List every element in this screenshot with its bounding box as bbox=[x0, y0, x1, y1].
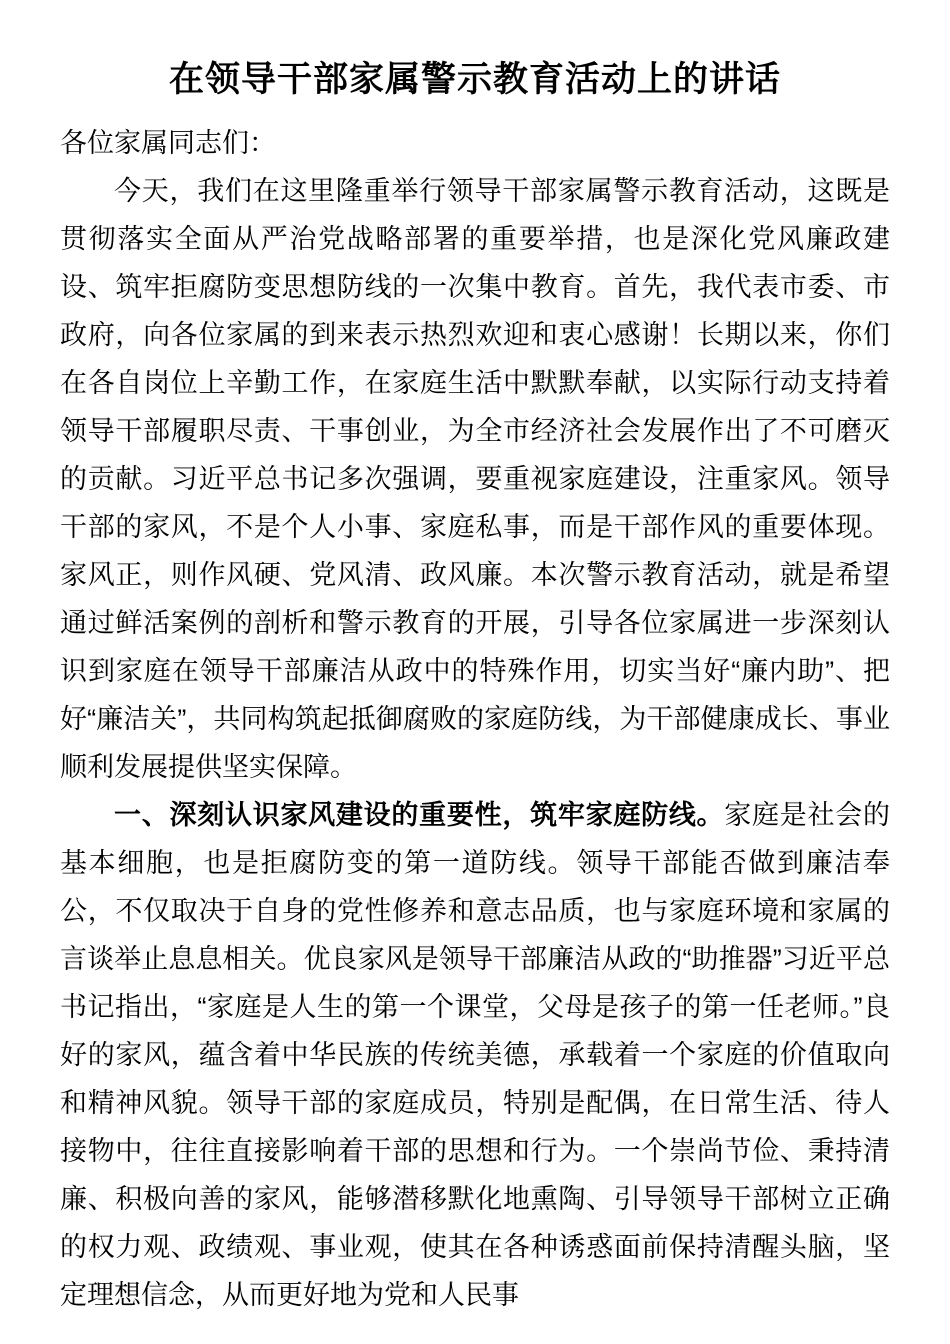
section-heading: 一、深刻认识家风建设的重要性，筑牢家庭防线。 bbox=[114, 800, 725, 831]
salutation-line: 各位家属同志们： bbox=[60, 128, 276, 159]
document-title: 在领导干部家属警示教育活动上的讲话 bbox=[168, 60, 781, 99]
document-body bbox=[60, 167, 890, 1319]
paragraph-text: 家庭是社会的基本细胞，也是拒腐防变的第一道防线。领导干部能否做到廉洁奉公，不仅取决于自身的党性修养和意志品质，也与家庭环境和家属的言谈举止息息相关。优良家风是领导干部廉洁从政的“助推器”习近平总书记指出，“家庭是人生的第一个课堂，父母是孩子的第一任老师。”良好的家风，蕴含着中华民族的传统美德，承载着一个家庭的价值取向和精神风貌。领导干部的家庭成员，特别是配偶，在日常生活、待人接物中，往往直接影响着干部的思想和行为。一个崇尚节俭、秉持清廉、积极向善的家风，能够潜移默化地熏陶、引导领导干部树立正确的权力观、政绩观、事业观，使其在各种诱惑面前保持清醒头脑，坚定理想信念，从而更好地为党和人民事 bbox=[60, 800, 891, 1311]
paragraph-text: 今天，我们在这里隆重举行领导干部家属警示教育活动，这既是贯彻落实全面从严治党战略部署的重要举措，也是深化党风廉政建设、筑牢拒腐防变思想防线的一次集中教育。首先，我代表市委、市政府，向各位家属的到来表示热烈欢迎和衷心感谢！长期以来，你们在各自岗位上辛勤工作，在家庭生活中默默奉献，以实际行动支持着领导干部履职尽责、干事创业，为全市经济社会发展作出了不可磨灭的贡献。习近平总书记多次强调，要重视家庭建设，注重家风。领导干部的家风，不是个人小事、家庭私事，而是干部作风的重要体现。家风正，则作风硬、党风清、政风廉。本次警示教育活动，就是希望通过鲜活案例的剖析和警示教育的开展，引导各位家属进一步深刻认识到家庭在领导干部廉洁从政中的特殊作用，切实当好“廉内助”、把好“廉洁关”，共同构筑起抵御腐败的家庭防线，为干部健康成长、事业顺利发展提供坚实保障。 bbox=[60, 176, 890, 783]
body-paragraph bbox=[60, 791, 890, 1319]
body-paragraph bbox=[60, 167, 890, 791]
